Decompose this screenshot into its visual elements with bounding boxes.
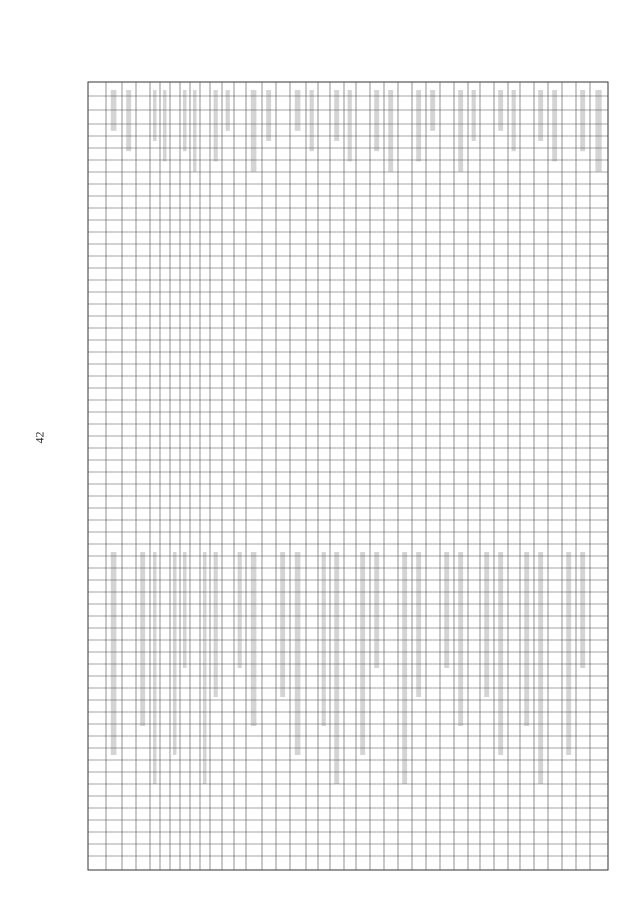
illegible-text-mark [295, 552, 301, 755]
page-number: 42 [32, 431, 47, 444]
illegible-text-mark [524, 552, 529, 726]
illegible-text-mark [226, 90, 230, 131]
illegible-text-mark [552, 90, 557, 161]
illegible-text-mark [484, 552, 489, 697]
illegible-text-mark [498, 90, 503, 131]
illegible-text-mark [348, 90, 352, 161]
illegible-text-mark [140, 552, 145, 726]
illegible-text-mark [595, 90, 601, 172]
illegible-text-mark [163, 90, 167, 161]
illegible-text-mark [388, 90, 393, 172]
illegible-text-mark [193, 90, 197, 172]
illegible-text-mark [374, 90, 379, 151]
illegible-text-mark [153, 552, 157, 784]
illegible-text-mark [203, 552, 207, 784]
table-row-rules [88, 96, 608, 856]
illegible-text-mark [238, 552, 242, 668]
illegible-text-mark [538, 90, 543, 141]
illegible-text-mark [538, 552, 543, 784]
illegible-text-mark [183, 552, 187, 668]
illegible-text-mark [416, 90, 421, 161]
illegible-text-mark [295, 90, 301, 131]
illegible-text-mark [126, 90, 131, 151]
illegible-text-mark [416, 552, 421, 697]
illegible-text-mark [266, 90, 271, 141]
illegible-text-mark [173, 552, 177, 755]
illegible-text-mark [334, 90, 339, 141]
illegible-text-mark [322, 552, 326, 726]
illegible-text-mark [498, 552, 503, 755]
illegible-text-mark [280, 552, 285, 697]
illegible-text-mark [183, 90, 187, 151]
illegible-text-mark [214, 90, 218, 161]
illegible-text-mark [214, 552, 218, 697]
illegible-text-mark [111, 90, 117, 131]
illegible-text-mark [310, 90, 314, 151]
illegible-text-mark [458, 552, 463, 726]
illegible-text-mark [580, 552, 585, 668]
illegible-text-mark [251, 90, 257, 172]
illegible-text-mark [512, 90, 516, 151]
illegible-text-mark [360, 552, 365, 755]
table-frame [88, 82, 608, 870]
illegible-text-mark [472, 90, 476, 141]
illegible-text-mark [430, 90, 435, 131]
illegible-text-mark [251, 552, 257, 726]
illegible-text-mark [458, 90, 463, 172]
illegible-text-mark [580, 90, 585, 151]
illegible-text-mark [111, 552, 117, 755]
illegible-text-mark [402, 552, 407, 784]
illegible-text-mark [444, 552, 449, 668]
table-column-rules [106, 82, 590, 870]
illegible-text-mark [153, 90, 157, 141]
illegible-text-mark [374, 552, 379, 668]
illegible-text-mark [334, 552, 339, 784]
illegible-text-mark [566, 552, 571, 755]
